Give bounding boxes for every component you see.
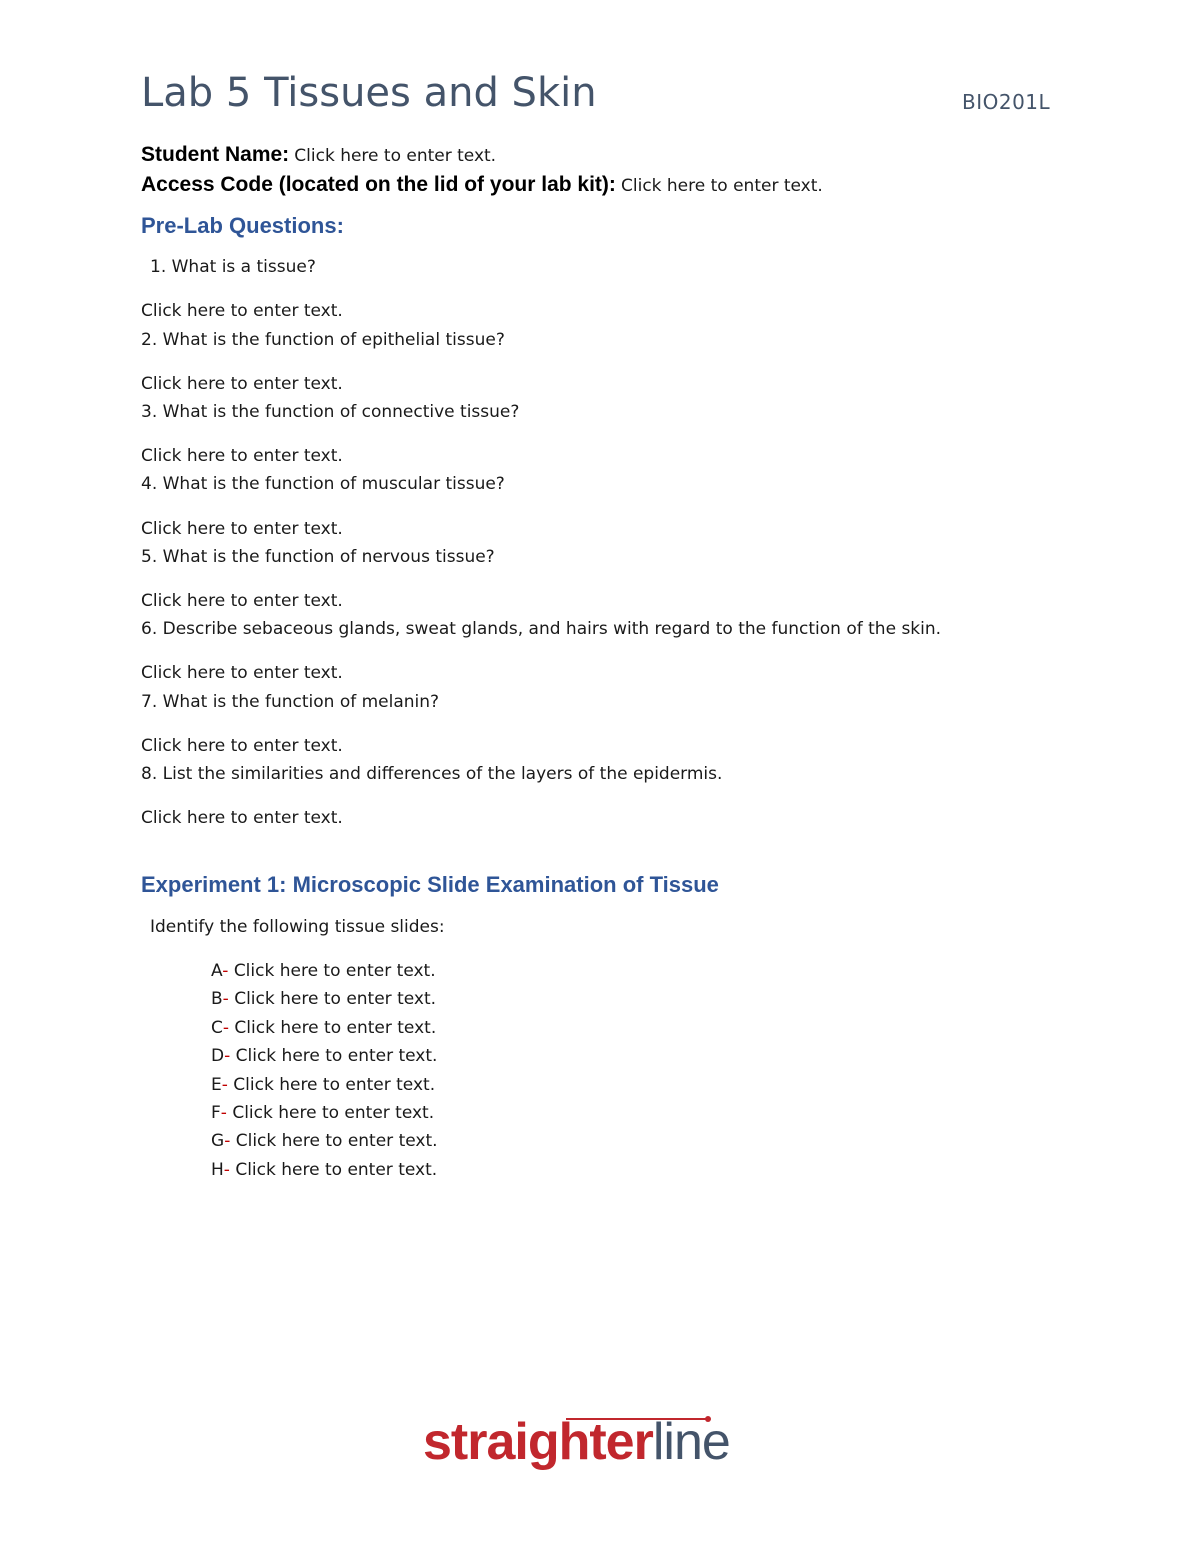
slide-letter: C bbox=[211, 1018, 223, 1038]
slide-letter: E bbox=[211, 1075, 222, 1095]
slide-row-g bbox=[211, 1131, 438, 1151]
slide-row-f bbox=[211, 1103, 434, 1123]
slide-letter: G bbox=[211, 1131, 225, 1151]
slide-dash: - bbox=[222, 1018, 230, 1038]
slide-row-a bbox=[211, 961, 436, 981]
straighterline-logo bbox=[423, 1412, 730, 1472]
slide-dash: - bbox=[223, 1160, 230, 1180]
question-2: 2. What is the function of epithelial tissue? bbox=[141, 330, 505, 350]
experiment-instruction: Identify the following tissue slides: bbox=[150, 917, 445, 937]
answer-4-field[interactable]: Click here to enter text. bbox=[141, 519, 343, 539]
question-3: 3. What is the function of connective tissue? bbox=[141, 402, 520, 422]
student-name-row bbox=[141, 143, 496, 167]
answer-2-field[interactable]: Click here to enter text. bbox=[141, 374, 343, 394]
student-name-label: Student Name: bbox=[141, 143, 290, 166]
course-code: BIO201L bbox=[962, 90, 1051, 114]
slide-b-field[interactable]: Click here to enter text. bbox=[234, 989, 437, 1009]
answer-6-field[interactable]: Click here to enter text. bbox=[141, 663, 343, 683]
slide-a-field[interactable]: Click here to enter text. bbox=[233, 961, 436, 981]
slide-row-b bbox=[211, 989, 436, 1009]
answer-1-field[interactable]: Click here to enter text. bbox=[141, 301, 343, 321]
access-code-row bbox=[141, 173, 823, 197]
logo-text-bold: straighter bbox=[423, 1413, 653, 1471]
answer-3-field[interactable]: Click here to enter text. bbox=[141, 446, 343, 466]
slide-row-h bbox=[211, 1160, 437, 1180]
slide-f-field[interactable]: Click here to enter text. bbox=[232, 1103, 435, 1123]
question-1: 1. What is a tissue? bbox=[150, 257, 316, 277]
answer-7-field[interactable]: Click here to enter text. bbox=[141, 736, 343, 756]
slide-dash: - bbox=[224, 1046, 231, 1066]
answer-8-field[interactable]: Click here to enter text. bbox=[141, 808, 343, 828]
logo-text-light: line bbox=[652, 1413, 730, 1471]
experiment-heading: Experiment 1: Microscopic Slide Examination of Tissue bbox=[141, 872, 719, 897]
slide-row-c bbox=[211, 1018, 436, 1038]
question-5: 5. What is the function of nervous tissue? bbox=[141, 547, 495, 567]
question-8: 8. List the similarities and differences of the layers of the epidermis. bbox=[141, 764, 723, 784]
question-7: 7. What is the function of melanin? bbox=[141, 692, 440, 712]
slide-e-field[interactable]: Click here to enter text. bbox=[233, 1075, 436, 1095]
slide-letter: B bbox=[211, 989, 223, 1009]
slide-row-d bbox=[211, 1046, 437, 1066]
slide-letter: F bbox=[211, 1103, 221, 1123]
slide-dash: - bbox=[220, 1103, 227, 1123]
slide-letter: D bbox=[211, 1046, 225, 1066]
prelab-heading: Pre-Lab Questions: bbox=[141, 213, 344, 238]
student-name-field[interactable]: Click here to enter text. bbox=[294, 146, 497, 166]
slide-letter: H bbox=[211, 1160, 224, 1180]
access-code-field[interactable]: Click here to enter text. bbox=[621, 176, 823, 196]
slide-c-field[interactable]: Click here to enter text. bbox=[234, 1018, 437, 1038]
access-code-label: Access Code (located on the lid of your lab kit): bbox=[141, 173, 616, 196]
slide-h-field[interactable]: Click here to enter text. bbox=[235, 1160, 438, 1180]
slide-row-e bbox=[211, 1075, 435, 1095]
slide-dash: - bbox=[221, 1075, 228, 1095]
slide-letter: A bbox=[211, 961, 223, 981]
slide-d-field[interactable]: Click here to enter text. bbox=[235, 1046, 438, 1066]
question-6: 6. Describe sebaceous glands, sweat glands, and hairs with regard to the function of the skin. bbox=[141, 619, 942, 639]
question-4: 4. What is the function of muscular tissue? bbox=[141, 474, 505, 494]
slide-dash: - bbox=[222, 989, 229, 1009]
slide-dash: - bbox=[224, 1131, 231, 1151]
slide-dash: - bbox=[222, 961, 229, 981]
answer-5-field[interactable]: Click here to enter text. bbox=[141, 591, 343, 611]
slide-g-field[interactable]: Click here to enter text. bbox=[235, 1131, 438, 1151]
page-title: Lab 5 Tissues and Skin bbox=[141, 70, 597, 116]
